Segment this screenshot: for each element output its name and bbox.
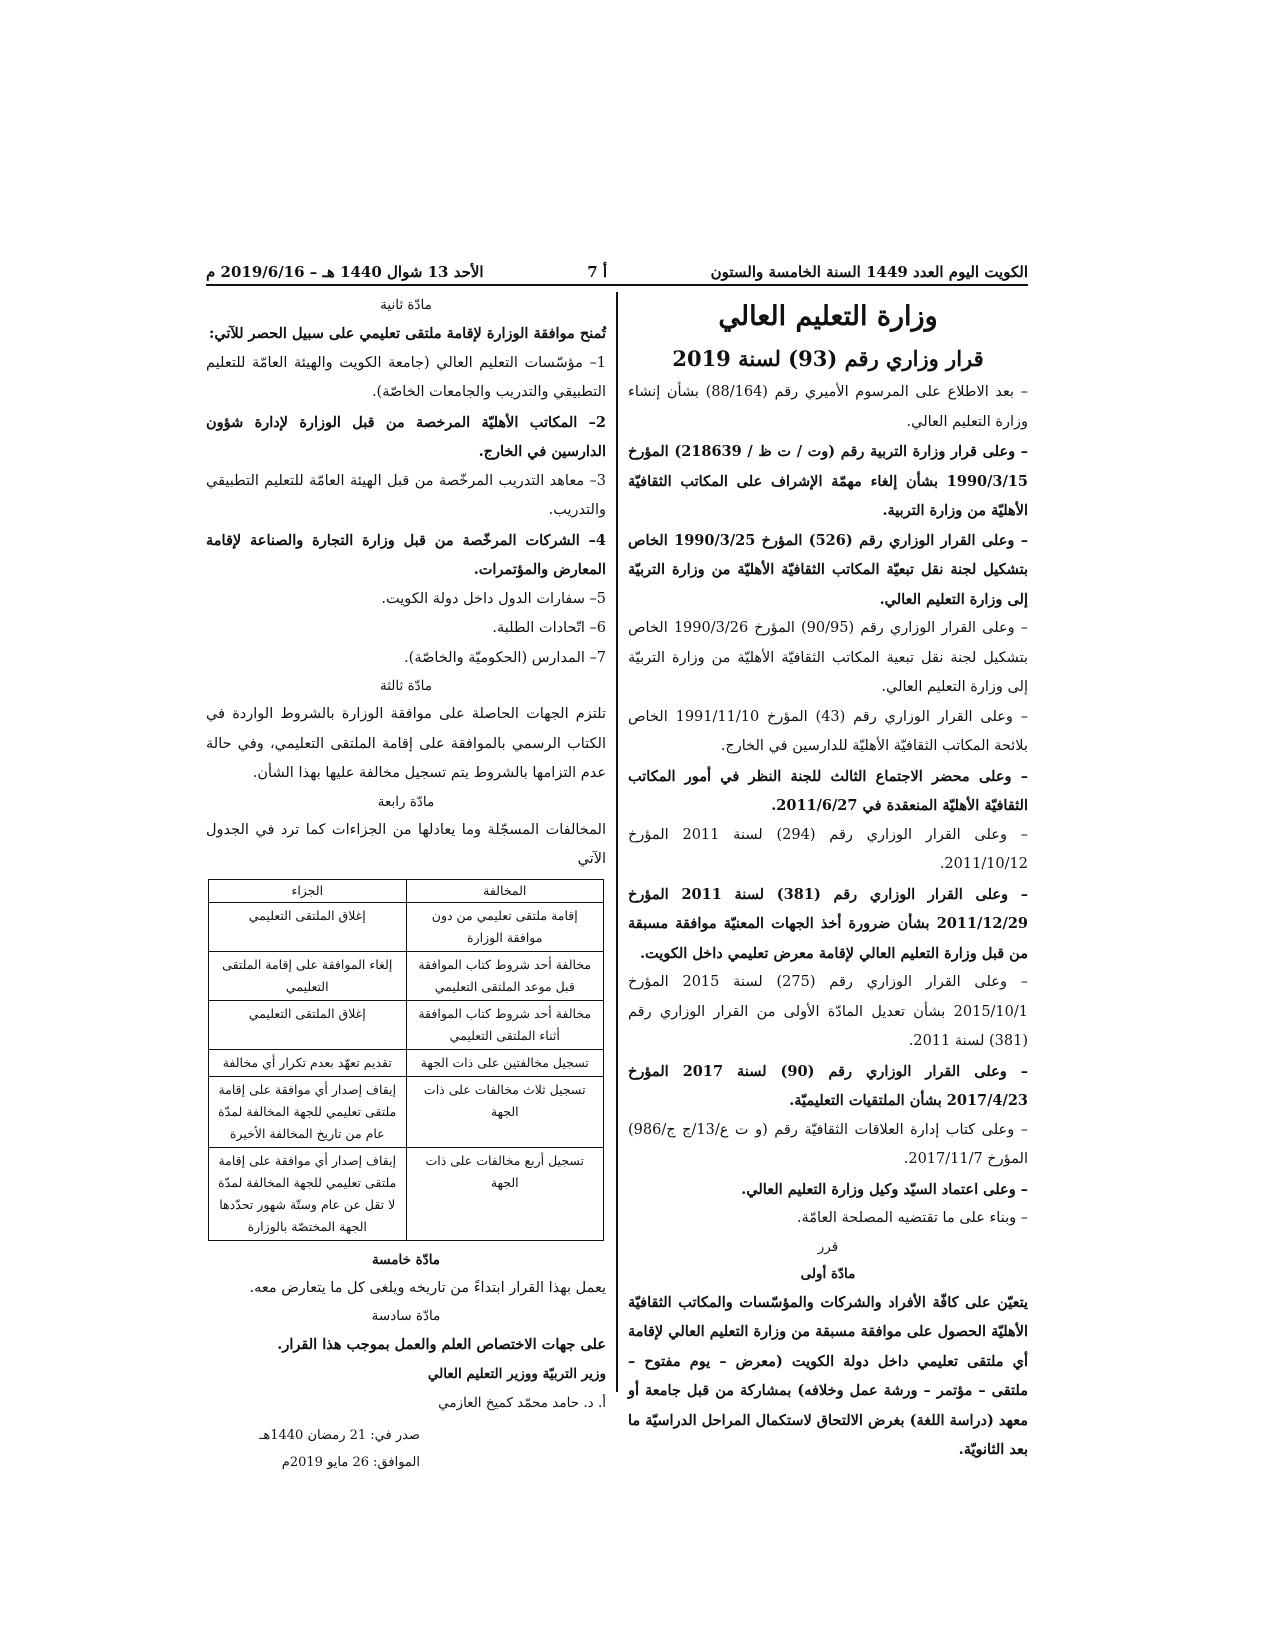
page-header	[206, 257, 1028, 281]
article4-heading: مادّة رابعة	[377, 793, 435, 810]
preamble-item: – وعلى كتاب إدارة العلاقات الثقافيّة رقم (و ت ع/13/ج ج/986) المؤرخ 2017/11/7.	[628, 1121, 1028, 1167]
violation-cell: تسجيل مخالفتين على ذات الجهة	[406, 1049, 604, 1076]
signatory-title: وزير التربيّة ووزير التعليم العالي	[427, 1365, 606, 1382]
preamble-item: – وعلى القرار الوزاري رقم (90) لسنة 2017 المؤرخ 2017/4/23 بشأن الملتقيات التعليميّة.	[628, 1062, 1028, 1109]
article2-item: 1– مؤسّسات التعليم العالي (جامعة الكويت والهيئة العامّة للتعليم التطبيقي والتدريب والجامعات الخاصّة).	[206, 354, 606, 400]
article2-heading: مادّة ثانية	[380, 297, 432, 313]
article6-text: على جهات الاختصاص العلم والعمل بموجب هذا القرار.	[277, 1336, 606, 1353]
preamble-item: – وعلى القرار الوزاري رقم (294) لسنة 2011 المؤرخ 2011/10/12.	[628, 826, 1028, 872]
header-date: الأحد 13 شوال 1440 هـ – 2019/6/16 م	[206, 263, 484, 281]
decided-heading: قرر	[817, 1238, 839, 1255]
preamble-item: – وعلى اعتماد السيّد وكيل وزارة التعليم العالي.	[741, 1180, 1028, 1198]
penalty-cell: إلغاء الموافقة على إقامة الملتقى التعليمي	[209, 951, 407, 1000]
preamble-item: – وعلى قرار وزارة التربية رقم (وت / ت ظ / 218639) المؤرخ 1990/3/15 بشأن إلغاء مهمّة الإشراف على المكاتب الثقافيّة الأهليّة من وزارة التربية.	[628, 443, 1029, 519]
issue-date-block	[206, 1422, 606, 1476]
article2-item: 3– معاهد التدريب المرخّصة من قبل الهيئة العامّة للتعليم التطبيقي والتدريب.	[206, 472, 606, 518]
table-row	[209, 1000, 604, 1049]
preamble-item: – بعد الاطلاع على المرسوم الأميري رقم (88/164) بشأن إنشاء وزارة التعليم العالي.	[628, 384, 1028, 430]
table-row	[209, 1049, 604, 1076]
article2-item: 2– المكاتب الأهليّة المرخصة من قبل الوزارة لإدارة شؤون الدارسين في الخارج.	[206, 413, 606, 460]
article6-heading: مادّة سادسة	[371, 1308, 441, 1324]
preamble-item: – وعلى القرار الوزاري رقم (275) لسنة 2015 المؤرخ 2015/10/1 بشأن تعديل المادّة الأولى من القرار الوزاري رقم (381) لسنة 2011.	[628, 974, 1028, 1049]
table-row	[209, 902, 604, 951]
violation-cell: تسجيل ثلاث مخالفات على ذات الجهة	[406, 1076, 604, 1147]
issued-hijri: صدر في: 21 رمضان 1440هـ	[259, 1427, 420, 1443]
column-header-violation: المخالفة	[406, 879, 604, 902]
table-row	[209, 1076, 604, 1147]
article4-text: المخالفات المسجّلة وما يعادلها من الجزاءات كما ترد في الجدول الآتي	[206, 821, 606, 867]
penalty-cell: إغلاق الملتقى التعليمي	[209, 1000, 407, 1049]
violation-cell: مخالفة أحد شروط كتاب الموافقة أثناء الملتقى التعليمي	[406, 1000, 604, 1049]
column-header-penalty: الجزاء	[209, 879, 407, 902]
penalty-cell: تقديم تعهّد بعدم تكرار أي مخالفة	[209, 1049, 407, 1076]
preamble-item: – وعلى القرار الوزاري رقم (526) المؤرخ 1990/3/25 الخاص بتشكيل لجنة نقل تبعيّة المكاتب الثقافيّة الأهليّة من وزارة التربيّة إلى وزارة التعليم العالي.	[628, 531, 1028, 608]
header-rule	[206, 284, 1028, 286]
issued-gregorian: الموافق: 26 مايو 2019م	[281, 1454, 420, 1470]
article3-heading: مادّة ثالثة	[379, 678, 433, 694]
violation-cell: تسجيل أربع مخالفات على ذات الجهة	[406, 1147, 604, 1240]
preamble-item: – وعلى القرار الوزاري رقم (90/95) المؤرخ 1990/3/26 الخاص بتشكيل لجنة نقل تبعية المكاتب الثقافيّة الأهليّة من وزارة التربيّة إلى وزارة التعليم العالي.	[628, 620, 1028, 695]
header-issue: الكويت اليوم العدد 1449 السنة الخامسة والستون	[710, 263, 1028, 281]
right-column	[628, 296, 1028, 1465]
article2-item: 7– المدارس (الحكوميّة والخاصّة).	[404, 649, 606, 666]
column-divider	[616, 292, 618, 1392]
table-row	[209, 951, 604, 1000]
article3-text: تلتزم الجهات الحاصلة على موافقة الوزارة بالشروط الواردة في الكتاب الرسمي بالموافقة على إقامة الملتقى التعليمي، وفي حالة عدم التزامها بالشروط يتم تسجيل مخالفة عليها بهذا الشأن.	[206, 706, 606, 781]
article5-heading: مادّة خامسة	[371, 1251, 441, 1268]
violation-cell: مخالفة أحد شروط كتاب الموافقة قبل موعد الملتقى التعليمي	[406, 951, 604, 1000]
penalty-cell: إيقاف إصدار أي موافقة على إقامة ملتقى تعليمي للجهة المخالفة لمدّة لا تقل عن عام وستّة شهور تحدّدها الجهة المختصّة بالوزارة	[209, 1147, 407, 1240]
signatory-name: أ. د. حامد محمّد كميخ العازمي	[438, 1394, 606, 1411]
article1-text: يتعيّن على كافّة الأفراد والشركات والمؤسّسات والمكاتب الثقافيّة الأهليّة الحصول على موافقة مسبقة من وزارة التعليم العالي لإقامة أي ملتقى تعليمي داخل دولة الكويت (معرض – يوم مفتوح – ملتقى – مؤتمر – ورشة عمل وخلافه) بمشاركة من قبل جامعة أو معهد (دراسة اللغة) بغرض الالتحاق لاستكمال المراحل الدراسيّة ما بعد الثانويّة.	[628, 1293, 1028, 1458]
article1-heading: مادّة أولى	[800, 1265, 856, 1282]
violation-cell: إقامة ملتقى تعليمي من دون موافقة الوزارة	[406, 902, 604, 951]
table-header-row	[209, 879, 604, 902]
penalty-cell: إيقاف إصدار أي موافقة على إقامة ملتقى تعليمي للجهة المخالفة لمدّة عام من تاريخ المخالفة الأخيرة	[209, 1076, 407, 1147]
article2-item: 6– اتّحادات الطلبة.	[492, 620, 606, 636]
preamble-item: – وبناء على ما تقتضيه المصلحة العامّة.	[796, 1210, 1028, 1226]
article2-item: 4– الشركات المرخّصة من قبل وزارة التجارة والصناعة لإقامة المعارض والمؤتمرات.	[206, 531, 606, 578]
article5-text: يعمل بهذا القرار ابتداءً من تاريخه ويلغى كل ما يتعارض معه.	[249, 1279, 606, 1296]
article2-item: 5– سفارات الدول داخل دولة الكويت.	[381, 590, 606, 607]
preamble-item: – وعلى القرار الوزاري رقم (381) لسنة 2011 المؤرخ 2011/12/29 بشأن ضرورة أخذ الجهات المعنيّة موافقة مسبقة من قبل وزارة التعليم العالي لإقامة معرض تعليمي داخل الكويت.	[628, 885, 1029, 962]
decree-title: قرار وزاري رقم (93) لسنة 2019	[672, 346, 984, 371]
left-column	[206, 292, 606, 1476]
header-page-number: أ 7	[587, 263, 608, 281]
penalties-table	[208, 879, 604, 1241]
penalty-cell: إغلاق الملتقى التعليمي	[209, 902, 407, 951]
preamble-item: – وعلى محضر الاجتماع الثالث للجنة النظر في أمور المكاتب الثقافيّة الأهليّة المنعقدة في 2011/6/27.	[628, 767, 1028, 814]
article2-intro: تُمنح موافقة الوزارة لإقامة ملتقى تعليمي على سبيل الحصر للآتي:	[208, 325, 606, 342]
preamble-item: – وعلى القرار الوزاري رقم (43) المؤرخ 1991/11/10 الخاص بلائحة المكاتب الثقافيّة الأهليّة للدارسين في الخارج.	[628, 708, 1028, 754]
preamble	[628, 378, 1028, 1234]
ministry-title: وزارة التعليم العالي	[718, 301, 938, 332]
table-row	[209, 1147, 604, 1240]
